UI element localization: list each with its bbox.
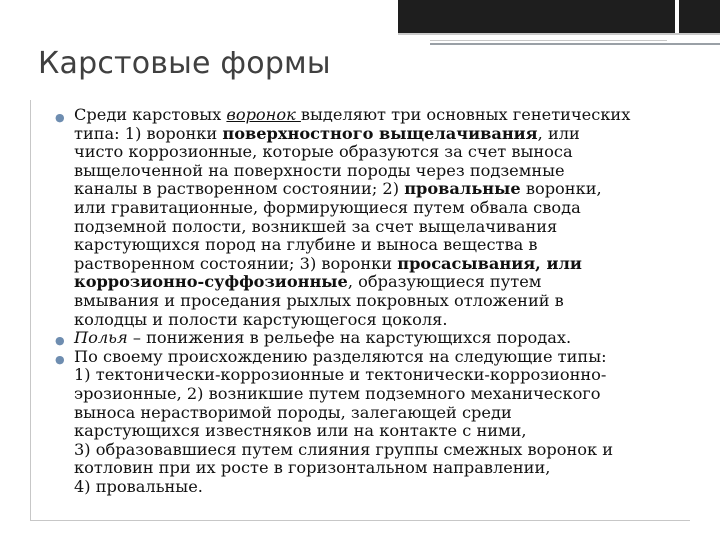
text-line: типа: 1) воронки поверхностного выщелачивания, или [74,123,580,143]
text-line: коррозионно-суффозионные, образующиеся путем [74,272,542,292]
header-rule [430,43,720,45]
header-accent-line [430,40,667,41]
header-band-divider [675,0,679,33]
text-line: карстующихся пород на глубине и выноса вещества в [74,235,538,255]
slide-title: Карстовые формы [38,46,331,81]
text-line: карстующихся известняков или на контакте с ними, [74,421,527,441]
text-line: вмывания и проседания рыхлых покровных отложений в [74,290,564,310]
bullet-item [55,106,685,329]
frame-left-line [30,100,31,520]
frame-bottom-line [30,520,690,521]
text-line: растворенном состоянии; 3) воронки просасывания, или [74,253,582,273]
text-line: 3) образовавшиеся путем слияния группы смежных воронок и [74,439,614,459]
bullet-dot-icon: ● [55,352,65,366]
text-line: выщелоченной на поверхности породы через подземные [74,160,565,180]
text-line: или гравитационные, формирующиеся путем обвала свода [74,197,581,217]
text-line: выноса нерастворимой породы, залегающей среди [74,402,512,422]
text-line: Полья – понижения в рельефе на карстующихся породах. [74,328,572,348]
text-line: котловин при их росте в горизонтальном направлении, [74,458,551,478]
text-line: колодцы и полости карстующегося цоколя. [74,309,448,329]
text-line: Среди карстовых воронок выделяют три основных генетических [74,105,631,124]
text-line: 1) тектонически-коррозионные и тектонически-коррозионно- [74,365,607,385]
header-band [398,0,720,35]
text-line: По своему происхождению разделяются на следующие типы: [74,346,607,366]
bullet-dot-icon: ● [55,334,65,348]
text-line: эрозионные, 2) возникшие путем подземного механического [74,383,601,403]
slide-body [55,106,685,496]
bullet-dot-icon: ● [55,111,65,124]
bullet-item [55,348,685,497]
text-line: чисто коррозионные, которые образуются за счет выноса [74,142,573,162]
text-line: каналы в растворенном состоянии; 2) провальные воронки, [74,179,602,199]
text-line: подземной полости, возникшей за счет выщелачивания [74,216,558,236]
text-line: 4) провальные. [74,476,203,496]
bullet-item [55,329,685,348]
